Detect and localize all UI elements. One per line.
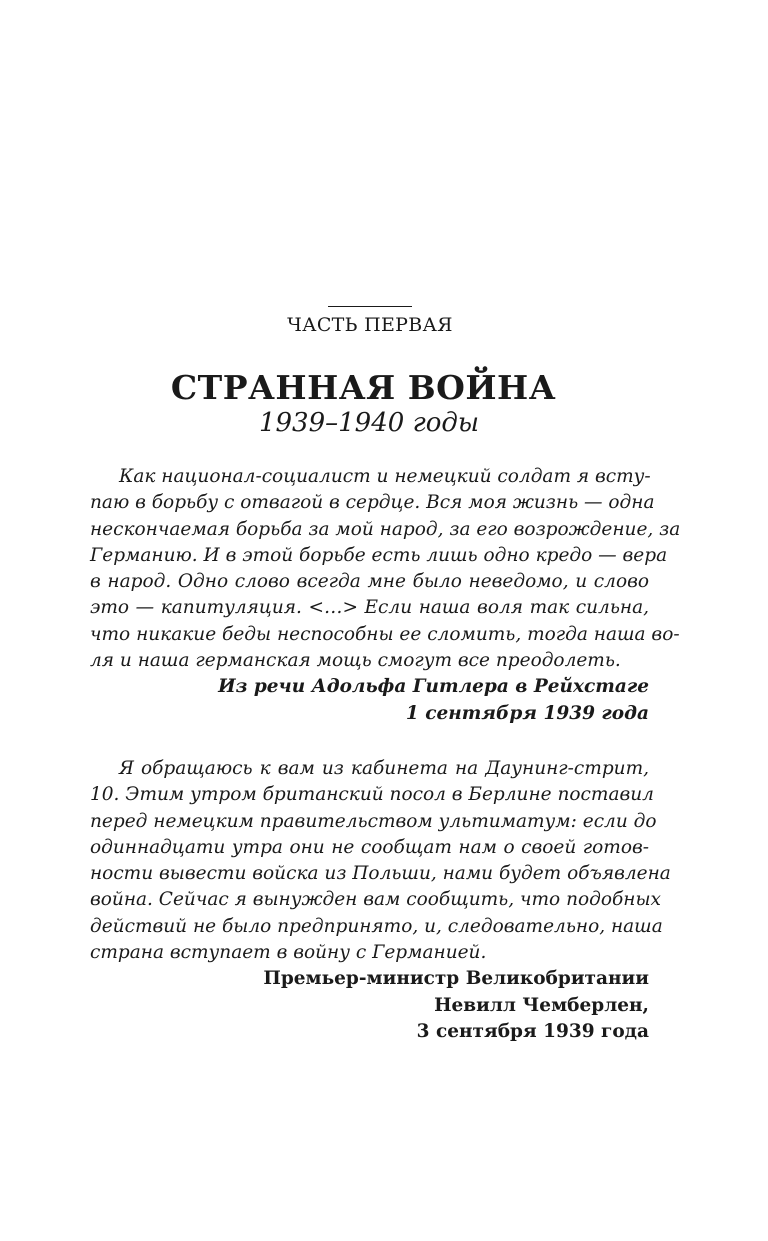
epigraph-text <box>90 756 671 966</box>
text-line: ности вывести войска из Польши, нами будет объявлена <box>90 863 671 885</box>
part-label: ЧАСТЬ ПЕРВАЯ <box>287 314 453 336</box>
epigraph-text <box>90 464 681 674</box>
text-line: 10. Этим утром британский посол в Берлине поставил <box>90 784 654 806</box>
text-line: война. Сейчас я вынужден вам сообщить, что подобных <box>90 889 661 911</box>
epigraph-author: Невилл Чемберлен, <box>434 994 649 1016</box>
epigraph-date: 1 сентября 1939 года <box>405 702 649 724</box>
text-line: страна вступает в войну с Германией. <box>90 942 487 964</box>
text-line: Как национал-социалист и немецкий солдат я всту- <box>119 466 651 487</box>
epigraph-attribution: Из речи Адольфа Гитлера в Рейхстаге <box>218 676 649 698</box>
text-line: Германию. И в этой борьбе есть лишь одно кредо — вера <box>90 544 668 566</box>
epigraph-chamberlain <box>90 756 671 1045</box>
text-line: паю в борьбу с отвагой в сердце. Вся моя жизнь — одна <box>90 492 655 514</box>
text-line: действий не было предпринято, и, следовательно, наша <box>90 915 663 937</box>
epigraph-attribution: Премьер-министр Великобритании <box>263 968 649 990</box>
text-line: нескончаемая борьба за мой народ, за его возрождение, за <box>90 518 681 540</box>
text-line: это — капитуляция. <…> Если наша воля так сильна, <box>90 597 649 619</box>
text-line: Я обращаюсь к вам из кабинета на Даунинг-стрит, <box>119 758 649 779</box>
text-line: что никакие беды неспособны ее сломить, тогда наша во- <box>90 623 680 645</box>
epigraph-date: 3 сентября 1939 года <box>416 1020 649 1042</box>
text-line: перед немецким правительством ультиматум: если до <box>90 810 657 832</box>
epigraph-hitler <box>90 464 681 727</box>
chapter-title: СТРАННАЯ ВОЙНА <box>170 368 557 407</box>
text-line: одиннадцати утра они не сообщат нам о своей готов- <box>90 836 649 858</box>
text-line: в народ. Одно слово всегда мне было неведомо, и слово <box>90 571 649 593</box>
text-line: ля и наша германская мощь смогут все преодолеть. <box>90 650 621 672</box>
chapter-subtitle: 1939–1940 годы <box>258 408 480 438</box>
section-rule <box>328 306 412 307</box>
